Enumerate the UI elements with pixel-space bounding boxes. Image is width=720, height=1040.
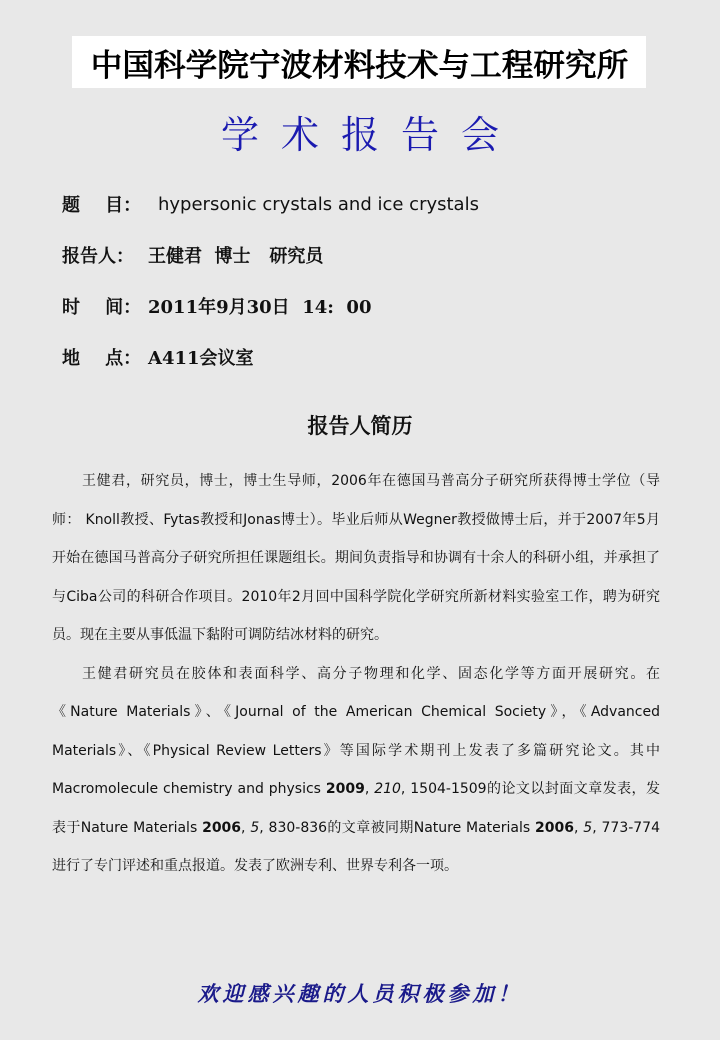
time-label: 时 间： bbox=[62, 297, 142, 318]
bio-paragraph-2: 王健君研究员在胶体和表面科学、高分子物理和化学、固态化学等方面开展研究。在《Nature Materials》、《Journal of the American Chemical Society》，《Advanced Materials》、《Physical Review Letters》等国际学术期刊上发表了多篇研究论文。其中Macromolecule chemistry and physics 2009, 210, 1504-1509的论文以封面文章发表，发表于Nature Materials 2006, 5, 830-836的文章被同期Nature Materials 2006, 5, 773-774进行了专门评述和重点报道。发表了欧洲专利、世界专利各一项。 bbox=[52, 665, 660, 874]
info-place bbox=[62, 342, 254, 372]
institute-name: 中国科学院宁波材料技术与工程研究所 bbox=[90, 47, 628, 84]
speaker-value: 王健君 博士 研究员 bbox=[148, 246, 324, 267]
invitation-text: 欢迎感兴趣的人员积极参加！ bbox=[197, 981, 523, 1006]
institute-banner bbox=[72, 36, 646, 88]
bio-body bbox=[52, 462, 660, 886]
info-speaker bbox=[62, 240, 323, 270]
place-label: 地 点： bbox=[62, 348, 142, 369]
speaker-label: 报告人： bbox=[62, 246, 134, 267]
topic-value: hypersonic crystals and ice crystals bbox=[158, 193, 479, 215]
info-time bbox=[62, 291, 371, 321]
info-topic bbox=[62, 189, 479, 219]
page-title: 学术报告会 bbox=[220, 113, 521, 157]
bio-heading: 报告人简历 bbox=[307, 413, 413, 438]
bio-paragraph-1: 王健君，研究员，博士，博士生导师，2006年在德国马普高分子研究所获得博士学位（导师： Knoll教授、Fytas教授和Jonas博士）。毕业后师从Wegner教授做博士后，并于2007年5月开始在德国马普高分子研究所担任课题组长。期间负责指导和协调有十余人的科研小组，并承担了与Ciba公司的科研合作项目。2010年2月回中国科学院化学研究所新材料实验室工作，聘为研究员。现在主要从事低温下黏附可调防结冰材料的研究。 bbox=[52, 473, 660, 643]
topic-label: 题 目： bbox=[62, 195, 142, 216]
place-value: A411会议室 bbox=[148, 348, 254, 369]
time-value: 2011年9月30日 14: 00 bbox=[148, 297, 372, 318]
